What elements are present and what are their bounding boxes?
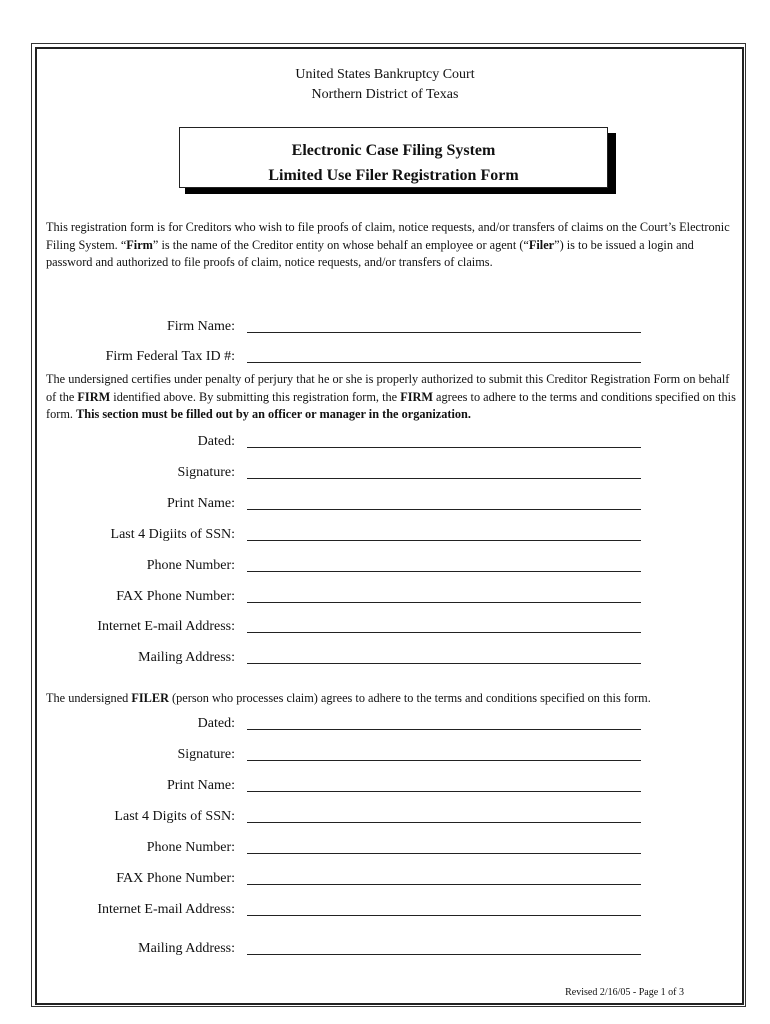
officer-email-label: Internet E-mail Address: <box>97 619 235 634</box>
officer-print-name-label: Print Name: <box>166 496 235 511</box>
filer-mailing-label: Mailing Address: <box>138 941 235 956</box>
firm-name-field[interactable] <box>247 332 641 333</box>
page-footer: Revised 2/16/05 - Page 1 of 3 <box>565 987 684 998</box>
tax-id-label: Firm Federal Tax ID #: <box>105 349 235 364</box>
filer-phone-label: Phone Number: <box>146 840 235 855</box>
filer-statement-text-1: The undersigned <box>46 691 132 705</box>
filer-signature-field[interactable] <box>247 760 641 761</box>
officer-ssn-field[interactable] <box>247 540 641 541</box>
filer-fax-label: FAX Phone Number: <box>116 871 235 886</box>
intro-text-2: ” is the name of the Creditor entity on whose behalf an employee or agent (“ <box>152 237 529 252</box>
officer-fax-field[interactable] <box>247 602 641 603</box>
tax-id-field[interactable] <box>247 362 641 363</box>
firm-name-label: Firm Name: <box>166 319 235 334</box>
officer-phone-field[interactable] <box>247 571 641 572</box>
filer-statement-text-2: (person who processes claim) agrees to adhere to the terms and conditions specified on this form. <box>168 691 651 705</box>
filer-phone-field[interactable] <box>247 853 641 854</box>
filer-dated-field[interactable] <box>247 729 641 730</box>
title-box <box>179 127 608 188</box>
filer-mailing-field[interactable] <box>247 954 641 955</box>
intro-text-3: ”) is to be issued a login and password and authorized to file proofs of claim, notice requests, and/or transfers of claims. <box>46 237 694 269</box>
officer-phone-label: Phone Number: <box>146 558 235 573</box>
officer-signature-field[interactable] <box>247 478 641 479</box>
officer-ssn-label: Last 4 Digiits of SSN: <box>110 527 235 542</box>
certify-firm-term-2: FIRM <box>400 389 433 404</box>
officer-fax-label: FAX Phone Number: <box>116 589 235 604</box>
filer-statement-term: FILER <box>131 691 169 705</box>
officer-mailing-field[interactable] <box>247 663 641 664</box>
filer-print-name-label: Print Name: <box>166 778 235 793</box>
certify-firm-term-1: FIRM <box>77 389 111 404</box>
filer-dated-label: Dated: <box>197 716 235 731</box>
filer-email-label: Internet E-mail Address: <box>97 902 235 917</box>
filer-email-field[interactable] <box>247 915 641 916</box>
certify-text-2: identified above. By submitting this registration form, the <box>110 389 401 404</box>
filer-statement <box>46 690 736 708</box>
officer-dated-field[interactable] <box>247 447 641 448</box>
officer-print-name-field[interactable] <box>247 509 641 510</box>
filer-signature-label: Signature: <box>177 747 235 762</box>
filer-print-name-field[interactable] <box>247 791 641 792</box>
title-line-1: Electronic Case Filing System <box>291 142 496 159</box>
filer-ssn-field[interactable] <box>247 822 641 823</box>
intro-text-1: This registration form is for Creditors who wish to file proofs of claim, notice requests, and/or transfers of claims on the Court’s Electronic Filing System. “ <box>46 220 730 252</box>
certify-bold-note: This section must be filled out by an officer or manager in the organization. <box>76 407 471 421</box>
officer-mailing-label: Mailing Address: <box>138 650 235 665</box>
certify-text-1: The undersigned certifies under penalty of perjury that he or she is properly authorized to submit this Creditor Registration Form on behalf of the <box>46 372 730 404</box>
intro-filer-term: Filer <box>528 237 555 252</box>
filer-fax-field[interactable] <box>247 884 641 885</box>
filer-ssn-label: Last 4 Digits of SSN: <box>114 809 235 824</box>
court-name: United States Bankruptcy Court <box>295 67 475 82</box>
district-name: Northern District of Texas <box>311 87 459 102</box>
intro-paragraph <box>46 219 736 272</box>
officer-signature-label: Signature: <box>177 465 235 480</box>
officer-dated-label: Dated: <box>197 434 235 449</box>
title-line-2: Limited Use Filer Registration Form <box>268 167 519 184</box>
officer-email-field[interactable] <box>247 632 641 633</box>
certify-text-3: agrees to adhere to the terms and conditions specified on this form. <box>46 389 736 421</box>
intro-firm-term: Firm <box>126 237 153 252</box>
certify-paragraph <box>46 371 736 424</box>
